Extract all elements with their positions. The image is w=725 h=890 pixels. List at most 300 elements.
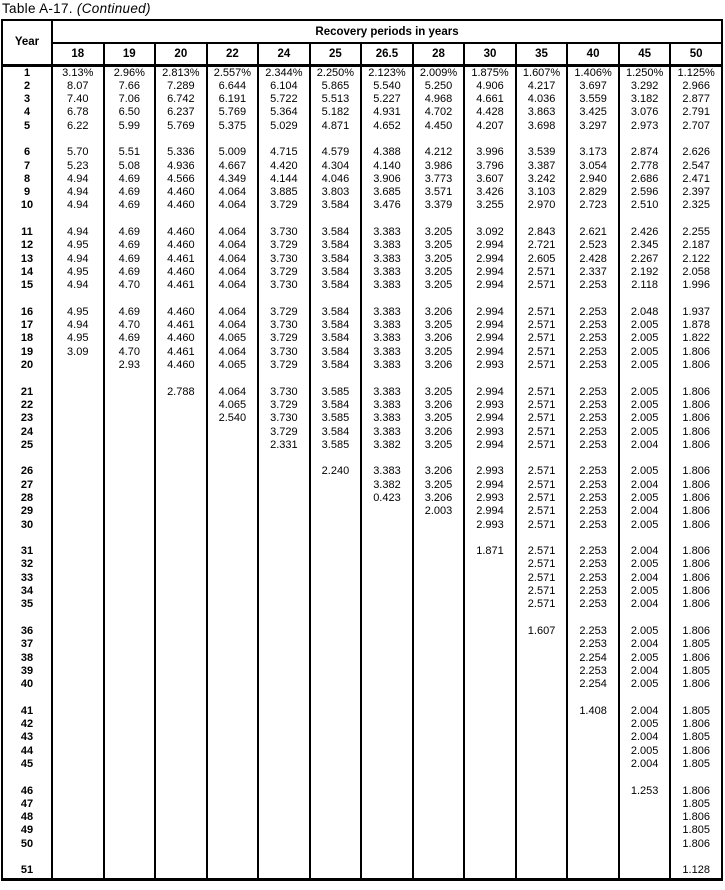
table-cell: 3.383 [361,412,413,425]
spacer-cell [104,293,156,306]
table-cell: 5.375 [207,120,259,133]
table-cell [464,864,516,879]
spacer-cell [207,851,259,864]
table-cell [310,731,362,744]
spacer-cell [52,452,104,465]
spacer-cell [155,851,207,864]
table-cell: 3.182 [619,93,671,106]
spacer-cell [413,133,465,146]
table-cell [258,585,310,598]
table-row [2,120,722,133]
table-cell [361,598,413,611]
spacer-cell [52,133,104,146]
table-cell [258,665,310,678]
table-cell: 2.253 [567,572,619,585]
table-cell: 4.968 [413,93,465,106]
table-cell [310,652,362,665]
table-cell [104,465,156,478]
table-cell: 4.94 [52,319,104,332]
table-cell [258,652,310,665]
year-cell: 38 [2,652,52,665]
table-cell [155,598,207,611]
table-cell: 4.388 [361,146,413,159]
period-header-cell: 50 [670,43,722,65]
table-cell: 1.125% [670,65,722,80]
table-cell: 2.547 [670,160,722,173]
table-cell: 4.94 [52,186,104,199]
table-cell: 3.383 [361,346,413,359]
table-cell: 4.652 [361,120,413,133]
table-cell [207,718,259,731]
table-cell: 4.70 [104,319,156,332]
table-cell: 2.005 [619,319,671,332]
table-cell: 1.406% [567,65,619,80]
year-cell: 18 [2,332,52,345]
table-cell [258,678,310,691]
table-cell: 2.253 [567,585,619,598]
table-cell [104,598,156,611]
spacer-cell [155,293,207,306]
table-cell [155,585,207,598]
table-cell: 3.607 [464,173,516,186]
table-cell [104,745,156,758]
table-cell: 2.123% [361,65,413,80]
table-cell: 2.426 [619,226,671,239]
spacer-cell [155,612,207,625]
table-cell [464,718,516,731]
table-cell: 2.778 [619,160,671,173]
table-cell: 2.004 [619,572,671,585]
table-cell: 5.23 [52,160,104,173]
table-cell [104,558,156,571]
table-cell: 3.730 [258,279,310,292]
spacer-cell [155,213,207,226]
table-cell: 2.325 [670,199,722,212]
table-cell: 4.461 [155,253,207,266]
table-cell [207,426,259,439]
year-cell: 13 [2,253,52,266]
table-cell: 3.383 [361,239,413,252]
table-cell: 2.253 [567,279,619,292]
table-cell: 4.95 [52,266,104,279]
table-cell: 4.94 [52,226,104,239]
table-cell [155,705,207,718]
year-cell: 42 [2,718,52,731]
table-cell: 3.476 [361,199,413,212]
table-cell: 2.253 [567,426,619,439]
table-cell [413,745,465,758]
table-row [2,492,722,505]
table-cell: 2.253 [567,665,619,678]
table-cell: 1.878 [670,319,722,332]
spacer-cell [2,133,52,146]
table-cell [464,625,516,638]
spacer-cell [207,532,259,545]
table-cell: 3.584 [310,306,362,319]
table-cell [567,811,619,824]
table-cell: 2.005 [619,745,671,758]
period-header-cell: 45 [619,43,671,65]
table-cell: 2.940 [567,173,619,186]
spacer-cell [310,612,362,625]
spacer-cell [207,612,259,625]
table-cell: 3.383 [361,226,413,239]
spacer-row [2,213,722,226]
spacer-cell [52,293,104,306]
spacer-cell [670,851,722,864]
year-cell: 43 [2,731,52,744]
table-cell [567,758,619,771]
table-cell: 3.205 [413,412,465,425]
table-cell: 1.806 [670,479,722,492]
year-cell: 12 [2,239,52,252]
table-cell: 3.584 [310,253,362,266]
table-cell: 2.571 [516,558,568,571]
table-cell: 2.723 [567,199,619,212]
spacer-cell [464,372,516,385]
spacer-cell [310,851,362,864]
spacer-cell [258,851,310,864]
year-cell: 35 [2,598,52,611]
table-cell: 2.005 [619,426,671,439]
table-cell [361,705,413,718]
spacer-cell [413,213,465,226]
table-row [2,226,722,239]
table-cell [104,665,156,678]
table-cell: 2.253 [567,346,619,359]
table-cell: 4.349 [207,173,259,186]
spacer-cell [619,213,671,226]
spacer-cell [464,133,516,146]
table-cell [104,386,156,399]
table-cell: 1.806 [670,678,722,691]
table-cell: 3.685 [361,186,413,199]
table-cell [310,758,362,771]
table-cell: 1.937 [670,306,722,319]
table-cell [52,824,104,837]
spacer-cell [361,452,413,465]
spacer-cell [516,133,568,146]
table-cell: 5.250 [413,80,465,93]
table-row [2,745,722,758]
table-cell [413,785,465,798]
table-cell: 3.584 [310,319,362,332]
table-cell [516,652,568,665]
table-cell [310,598,362,611]
table-cell: 0.423 [361,492,413,505]
table-cell: 2.970 [516,199,568,212]
table-cell: 2.471 [670,173,722,186]
spacer-cell [104,771,156,784]
table-cell [52,705,104,718]
spacer-row [2,452,722,465]
table-row [2,439,722,452]
table-cell [413,598,465,611]
table-cell: 2.253 [567,638,619,651]
table-cell [258,572,310,585]
table-cell: 3.584 [310,399,362,412]
table-cell [464,558,516,571]
table-cell: 3.205 [413,279,465,292]
table-cell: 4.69 [104,332,156,345]
table-cell [516,718,568,731]
table-cell [207,678,259,691]
table-title-continued: (Continued) [76,1,151,16]
table-row [2,705,722,718]
spacer-cell [155,133,207,146]
table-cell: 5.029 [258,120,310,133]
spacer-cell [104,532,156,545]
table-cell [155,558,207,571]
table-cell [52,665,104,678]
table-cell [567,745,619,758]
spacer-cell [2,532,52,545]
table-row [2,572,722,585]
table-cell: 1.805 [670,665,722,678]
table-cell [155,665,207,678]
table-cell [567,824,619,837]
table-cell [516,785,568,798]
table-cell: 1.806 [670,386,722,399]
spacer-cell [2,372,52,385]
table-cell: 2.994 [464,346,516,359]
spacer-cell [52,213,104,226]
table-cell: 2.571 [516,465,568,478]
table-cell: 3.585 [310,412,362,425]
spacer-cell [258,691,310,704]
table-cell [207,798,259,811]
spacer-cell [104,612,156,625]
spacer-cell [516,293,568,306]
table-cell [52,798,104,811]
spacer-cell [207,691,259,704]
table-cell: 2.254 [567,678,619,691]
spacer-cell [2,771,52,784]
table-cell: 3.729 [258,266,310,279]
year-cell: 16 [2,306,52,319]
table-cell [207,519,259,532]
table-cell: 1.805 [670,798,722,811]
spacer-cell [258,452,310,465]
period-header-cell: 26.5 [361,43,413,65]
spacer-cell [361,851,413,864]
year-cell: 10 [2,199,52,212]
table-cell [207,705,259,718]
table-cell [567,718,619,731]
spacer-cell [567,133,619,146]
spacer-cell [155,691,207,704]
table-cell: 5.99 [104,120,156,133]
table-cell: 2.240 [310,465,362,478]
spacer-cell [258,213,310,226]
spacer-cell [464,452,516,465]
table-cell [258,465,310,478]
table-cell: 3.730 [258,319,310,332]
spacer-cell [516,532,568,545]
table-cell: 2.058 [670,266,722,279]
table-cell: 1.806 [670,465,722,478]
table-cell [207,745,259,758]
table-cell [104,505,156,518]
table-cell [155,824,207,837]
table-cell: 1.806 [670,625,722,638]
table-cell: 2.253 [567,439,619,452]
table-cell: 1.806 [670,652,722,665]
table-cell: 1.253 [619,785,671,798]
table-cell: 1.607 [516,625,568,638]
table-cell [567,838,619,851]
table-cell: 3.584 [310,239,362,252]
table-cell [155,492,207,505]
table-cell [413,625,465,638]
table-cell: 2.571 [516,492,568,505]
recovery-periods-header: Recovery periods in years [52,20,722,43]
table-cell [361,745,413,758]
table-cell [516,811,568,824]
table-cell [155,625,207,638]
table-row [2,426,722,439]
table-cell [207,638,259,651]
table-cell [155,465,207,478]
table-cell [104,731,156,744]
table-cell [310,718,362,731]
table-cell [361,505,413,518]
spacer-cell [567,452,619,465]
table-cell: 4.94 [52,253,104,266]
table-cell: 2.118 [619,279,671,292]
spacer-cell [567,851,619,864]
year-cell: 6 [2,146,52,159]
spacer-row [2,293,722,306]
table-cell: 4.144 [258,173,310,186]
table-cell [155,745,207,758]
table-row [2,479,722,492]
table-cell: 4.064 [207,306,259,319]
table-cell [310,785,362,798]
spacer-cell [413,771,465,784]
table-cell: 2.843 [516,226,568,239]
spacer-cell [670,213,722,226]
table-cell: 4.702 [413,106,465,119]
table-title-label: Table A-17. [2,1,73,16]
table-cell [207,545,259,558]
table-cell: 3.383 [361,306,413,319]
table-cell [258,824,310,837]
table-cell [361,519,413,532]
table-cell: 2.993 [464,399,516,412]
table-row [2,545,722,558]
table-cell: 4.460 [155,186,207,199]
table-cell [413,798,465,811]
table-cell: 4.064 [207,279,259,292]
spacer-cell [464,691,516,704]
spacer-cell [619,851,671,864]
table-cell [52,745,104,758]
period-header-cell: 19 [104,43,156,65]
spacer-cell [310,452,362,465]
table-cell: 3.539 [516,146,568,159]
table-cell [310,798,362,811]
table-cell [104,479,156,492]
table-cell: 2.003 [413,505,465,518]
table-cell: 4.065 [207,399,259,412]
table-cell: 3.382 [361,479,413,492]
spacer-cell [413,612,465,625]
table-cell: 4.95 [52,332,104,345]
spacer-cell [516,213,568,226]
table-cell: 3.292 [619,80,671,93]
table-cell [361,718,413,731]
table-cell: 4.871 [310,120,362,133]
table-cell [207,811,259,824]
year-cell: 25 [2,439,52,452]
table-cell: 6.104 [258,80,310,93]
table-cell: 4.064 [207,226,259,239]
table-cell [52,412,104,425]
year-cell: 8 [2,173,52,186]
table-cell [310,705,362,718]
table-cell [104,625,156,638]
table-cell: 3.585 [310,439,362,452]
table-cell: 3.383 [361,253,413,266]
table-cell: 6.50 [104,106,156,119]
table-row [2,598,722,611]
table-cell: 1.806 [670,505,722,518]
table-cell: 2.253 [567,558,619,571]
table-cell: 3.383 [361,399,413,412]
table-cell: 2.571 [516,332,568,345]
table-cell [207,585,259,598]
table-cell [104,705,156,718]
table-cell: 1.806 [670,346,722,359]
table-cell: 2.686 [619,173,671,186]
table-cell [155,798,207,811]
year-cell: 50 [2,838,52,851]
year-cell: 1 [2,65,52,80]
spacer-cell [310,372,362,385]
table-cell: 3.584 [310,279,362,292]
table-cell: 4.064 [207,319,259,332]
spacer-cell [361,612,413,625]
table-cell: 1.806 [670,572,722,585]
table-cell [258,745,310,758]
table-cell [516,731,568,744]
table-cell [464,665,516,678]
table-cell: 4.460 [155,332,207,345]
table-cell [258,519,310,532]
table-cell: 2.571 [516,519,568,532]
table-cell [207,505,259,518]
year-cell: 19 [2,346,52,359]
table-cell: 4.065 [207,359,259,372]
table-cell: 2.250% [310,65,362,80]
table-cell [464,638,516,651]
table-row [2,638,722,651]
table-cell [413,838,465,851]
table-cell: 3.173 [567,146,619,159]
table-cell [361,652,413,665]
table-cell: 2.004 [619,439,671,452]
table-cell [310,864,362,879]
table-cell [155,758,207,771]
table-cell [464,572,516,585]
table-cell: 3.382 [361,439,413,452]
table-cell [104,492,156,505]
table-cell: 3.986 [413,160,465,173]
table-cell: 2.994 [464,386,516,399]
spacer-cell [310,532,362,545]
table-cell: 2.005 [619,359,671,372]
